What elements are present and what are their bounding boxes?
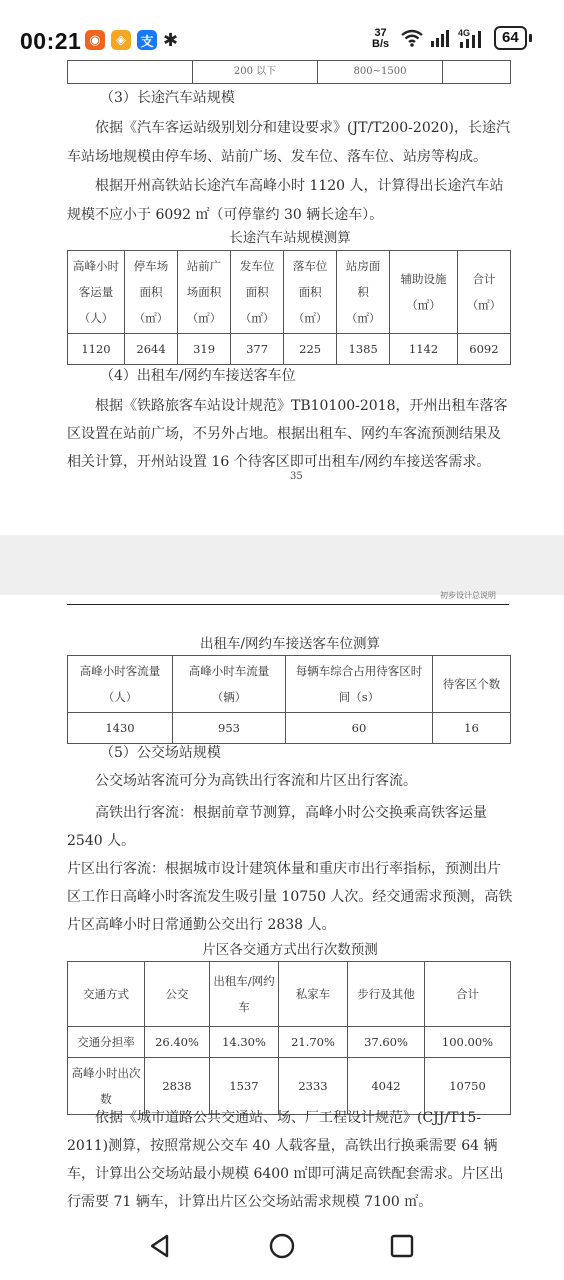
table-header-row xyxy=(68,962,511,1027)
recent-apps-button[interactable] xyxy=(388,1232,416,1260)
table-cell: 1142 xyxy=(390,334,458,365)
alipay-icon: 支 xyxy=(137,30,157,50)
partial-cell: 200 以下 xyxy=(193,61,318,84)
table-header-cell: 停车场 面积 （㎡） xyxy=(125,251,178,334)
table-row xyxy=(68,334,511,365)
battery-indicator: 64 xyxy=(494,26,527,50)
table-caption-taxi: 出租车/网约车接送客车位测算 xyxy=(199,636,381,652)
section-5-paragraph-3: 片区出行客流：根据城市设计建筑体量和重庆市出行率指标，预测出片区工作日高峰小时客流发生吸引量 10750 人次。经交通需求预测，高铁片区高峰小时日常通勤公交出行 2838 人。 xyxy=(67,861,513,933)
svg-text:4G: 4G xyxy=(458,28,471,38)
table-header-row xyxy=(68,656,511,713)
table-cell: 2333 xyxy=(279,1058,348,1115)
table-cell: 4042 xyxy=(348,1058,425,1115)
table-cell: 319 xyxy=(178,334,231,365)
table-header-cell: 合计 xyxy=(425,962,511,1027)
table-cell: 377 xyxy=(231,334,284,365)
battery-tip xyxy=(529,34,532,42)
table-cell: 1430 xyxy=(68,713,173,744)
app-orange-icon: ◈ xyxy=(111,30,131,50)
bluetooth-icon: ✱ xyxy=(163,30,179,50)
page-header-title: 初步设计总说明 xyxy=(440,591,496,600)
table-cell: 37.60% xyxy=(348,1027,425,1058)
table-header-cell: 站前广 场面积 （㎡） xyxy=(178,251,231,334)
network-speed-value: 37 xyxy=(374,27,387,39)
status-right-icons xyxy=(400,26,532,50)
table-header-cell: 交通方式 xyxy=(68,962,145,1027)
table-header-cell: 步行及其他 xyxy=(348,962,425,1027)
table-header-row xyxy=(68,251,511,334)
section-5-heading: （5）公交场站规模 xyxy=(100,745,221,761)
table-cell: 14.30% xyxy=(210,1027,279,1058)
partial-cell-empty xyxy=(68,61,193,84)
table-caption-modes: 片区各交通方式出行次数预测 xyxy=(202,942,378,958)
table-header-cell: 高峰小时车流量 （辆） xyxy=(173,656,286,713)
table-cell: 1385 xyxy=(337,334,390,365)
table-header-cell: 辅助设施 （㎡） xyxy=(390,251,458,334)
table-cell: 953 xyxy=(173,713,286,744)
section-5-paragraph-4: 依据《城市道路公共交通站、场、厂工程设计规范》(CJJ/T15-2011)测算，按照常规公交车 40 人载客量，高铁出行换乘需要 64 辆车，计算出公交场站最小规模 6400 ㎡即可满足高铁配套需求。片区出行需要 71 辆车，计算出片区公交场站需求规模 7100 ㎡。 xyxy=(67,1110,504,1210)
table-header-cell: 私家车 xyxy=(279,962,348,1027)
table-cell: 1537 xyxy=(210,1058,279,1115)
partial-cell-empty xyxy=(443,61,511,84)
table-header-cell: 出租车/网约车 xyxy=(210,962,279,1027)
section-3-paragraph-1: 依据《汽车客运站级别划分和建设要求》(JT/T200-2020)，长途汽车站场地规模由停车场、站前广场、发车位、落车位、站房等构成。 xyxy=(67,120,511,165)
table-caption-bus-station: 长途汽车站规模测算 xyxy=(229,230,351,246)
home-button[interactable] xyxy=(268,1232,296,1260)
weibo-icon: ◉ xyxy=(85,30,105,50)
table-row xyxy=(68,713,511,744)
section-4-heading: （4）出租车/网约车接送客车位 xyxy=(100,368,296,384)
bus-station-table xyxy=(67,250,511,365)
table-cell: 100.00% xyxy=(425,1027,511,1058)
table-cell: 60 xyxy=(286,713,433,744)
table-header-cell: 落车位 面积 （㎡） xyxy=(284,251,337,334)
table-cell: 高峰小时出次数 xyxy=(68,1058,145,1115)
taxi-table xyxy=(67,655,511,744)
table-cell: 21.70% xyxy=(279,1027,348,1058)
page-separator xyxy=(0,535,564,595)
wifi-icon xyxy=(400,28,424,48)
table-cell: 2838 xyxy=(145,1058,210,1115)
table-cell: 交通分担率 xyxy=(68,1027,145,1058)
page-number: 35 xyxy=(290,471,303,482)
table-header-cell: 公交 xyxy=(145,962,210,1027)
notification-icons xyxy=(85,30,177,50)
table-cell: 10750 xyxy=(425,1058,511,1115)
table-header-cell: 合计 （㎡） xyxy=(457,251,510,334)
table-cell: 6092 xyxy=(457,334,510,365)
clock: 00:21 xyxy=(20,28,82,54)
signal-4g-icon xyxy=(458,27,488,49)
table-cell: 1120 xyxy=(68,334,125,365)
table-header-cell: 高峰小时客流量 （人） xyxy=(68,656,173,713)
table-header-cell: 待客区个数 xyxy=(433,656,511,713)
signal-icon xyxy=(430,28,452,48)
section-4-paragraph: 根据《铁路旅客车站设计规范》TB10100-2018，开州出租车落客区设置在站前广场，不另外占地。根据出租车、网约车客流预测结果及相关计算，开州站设置 16 个待客区即可出租车/网约车接送客需求。 xyxy=(67,398,508,470)
table-header-cell: 每辆车综合占用待客区时 间（s） xyxy=(286,656,433,713)
table-header-cell: 站房面 积 （㎡） xyxy=(337,251,390,334)
table-cell: 225 xyxy=(284,334,337,365)
table-cell: 2644 xyxy=(125,334,178,365)
table-cell: 16 xyxy=(433,713,511,744)
partial-table xyxy=(67,60,511,84)
page-header-rule xyxy=(67,604,509,605)
table-row xyxy=(68,1027,511,1058)
travel-mode-table xyxy=(67,961,511,1115)
network-speed-unit: B/s xyxy=(372,38,390,50)
network-speed xyxy=(372,28,389,50)
table-header-cell: 高峰小时 客运量 （人） xyxy=(68,251,125,334)
system-navigation-bar xyxy=(0,1210,564,1280)
partial-cell: 800~1500 xyxy=(318,61,443,84)
table-header-cell: 发车位 面积 （㎡） xyxy=(231,251,284,334)
section-5-paragraph-2: 高铁出行客流：根据前章节测算，高峰小时公交换乘高铁客运量 2540 人。 xyxy=(67,805,487,849)
back-button[interactable] xyxy=(146,1232,174,1260)
section-3-paragraph-2: 根据开州高铁站长途汽车高峰小时 1120 人，计算得出长途汽车站规模不应小于 6092 ㎡（可停靠约 30 辆长途车）。 xyxy=(67,178,504,223)
table-cell: 26.40% xyxy=(145,1027,210,1058)
section-3-heading: （3）长途汽车站规模 xyxy=(100,90,235,106)
section-5-paragraph-1: 公交场站客流可分为高铁出行客流和片区出行客流。 xyxy=(95,773,417,789)
